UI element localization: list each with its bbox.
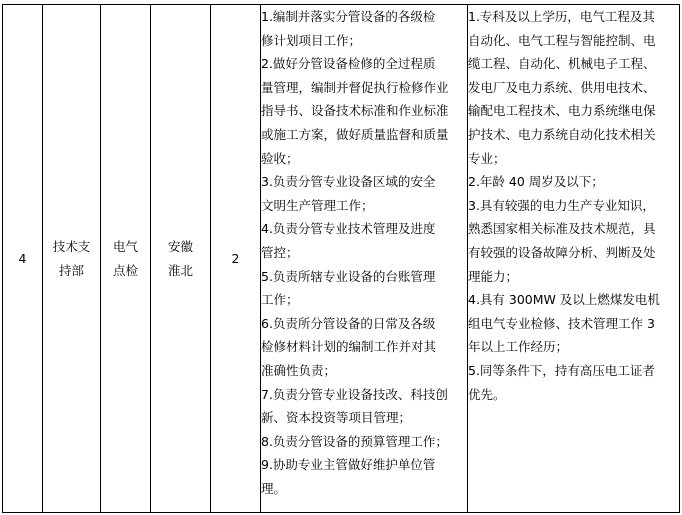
requirement-line: 理能力；	[468, 268, 519, 284]
duty-line: 1.编制并落实分管设备的各级检	[261, 9, 436, 24]
requirement-line: 有较强的设备故障分析、判断及处	[468, 244, 656, 260]
requirement-line: 输配电工程技术、电力系统继电保	[468, 103, 656, 119]
duties-cell	[261, 5, 468, 513]
requirement-line: 护技术、电力系统自动化技术相关	[468, 126, 656, 142]
duty-line: 9.协助专业主管做好维护单位管	[261, 457, 436, 473]
duty-line: 量管理，编制并督促执行检修作业	[261, 79, 449, 95]
duty-line: 4.负责分管专业技术管理及进度	[261, 221, 436, 237]
duty-line: 工作；	[261, 292, 299, 308]
requirement-line: 1.专科及以上学历，电气工程及其	[468, 9, 655, 24]
duty-line: 准确性负责；	[261, 362, 337, 378]
duty-line: 或施工方案，做好质量监督和质量	[261, 126, 449, 142]
requirement-line: 专业；	[468, 150, 506, 166]
requirement-line: 5.同等条件下，持有高压电工证者	[468, 362, 655, 378]
duty-line: 指导书、设备技术标准和作业标准	[261, 103, 449, 119]
position-cell: 电气点检	[101, 5, 151, 513]
duty-line: 6.负责所分管设备的日常及各级	[261, 315, 436, 331]
table-row	[3, 5, 680, 513]
department-cell: 技术支持部	[43, 5, 101, 513]
duty-line: 理。	[261, 480, 287, 496]
location-cell: 安徽淮北	[151, 5, 211, 513]
duty-line: 检修材料计划的编制工作并对其	[261, 339, 437, 355]
duty-line: 5.负责所辖专业设备的台账管理	[261, 268, 436, 284]
requirement-line: 组电气专业检修、技术管理工作 3	[468, 315, 655, 331]
requirement-line: 发电厂及电力系统、供用电技术、	[468, 79, 656, 95]
duty-line: 7.负责分管专业设备技改、科技创	[261, 386, 448, 402]
duty-line: 3.负责分管专业设备区域的安全	[261, 174, 436, 190]
seq-cell: 4	[3, 5, 43, 513]
requirement-line: 3.具有较强的电力生产专业知识，	[468, 197, 655, 213]
requirement-line: 年以上工作经历；	[468, 339, 569, 355]
requirement-line: 2.年龄 40 周岁及以下；	[468, 174, 604, 190]
job-posting-table	[2, 4, 680, 513]
duty-line: 文明生产管理工作；	[261, 197, 374, 213]
duty-line: 8.负责分管设备的预算管理工作；	[261, 433, 448, 449]
headcount-cell: 2	[211, 5, 261, 513]
requirement-line: 4.具有 300MW 及以上燃煤发电机	[468, 292, 660, 308]
duty-line: 验收；	[261, 150, 299, 166]
duty-line: 新、资本投资等项目管理；	[261, 410, 412, 426]
requirement-line: 优先。	[468, 386, 506, 402]
requirement-line: 自动化、电气工程与智能控制、电	[468, 32, 656, 48]
requirements-cell	[468, 5, 680, 513]
duty-line: 管控；	[261, 244, 299, 260]
requirement-line: 熟悉国家相关标准及技术规范，具	[468, 221, 656, 237]
duty-line: 2.做好分管设备检修的全过程质	[261, 56, 436, 72]
requirement-line: 缆工程、自动化、机械电子工程、	[468, 56, 656, 72]
duty-line: 修计划项目工作；	[261, 32, 362, 48]
